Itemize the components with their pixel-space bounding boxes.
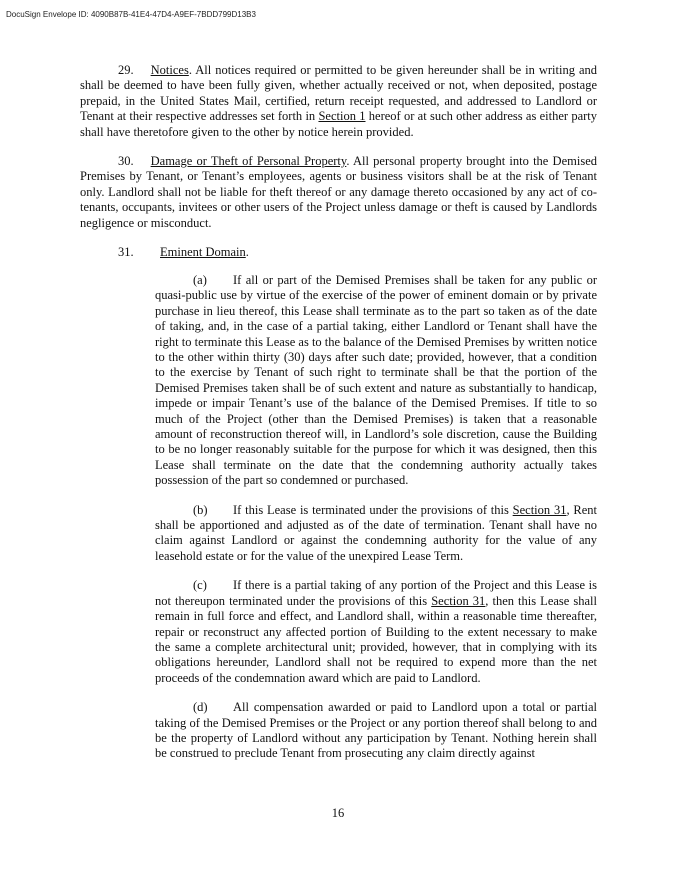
- subsection-b-link: Section 31: [512, 502, 567, 517]
- section-31-heading: [118, 245, 597, 260]
- subsection-a-label: (a): [193, 272, 207, 287]
- subsection-b-text-b: , Rent shall be apportioned and adjusted as of the date of termination. Tenant shall have no claim against Landlord or against the condemning authority for the value of any leasehold estate or for the value of the unexpired Lease Term.: [155, 502, 598, 563]
- subsection-c-label: (c): [193, 578, 207, 593]
- section-29-link: Section 1: [318, 109, 366, 124]
- section-31-title: Eminent Domain: [160, 245, 246, 260]
- subsection-d: [155, 700, 597, 762]
- section-30-title: Damage or Theft of Personal Property: [150, 154, 347, 169]
- subsection-c: [155, 578, 597, 686]
- subsection-b-label: (b): [193, 502, 208, 517]
- section-30-number: 30.: [118, 154, 134, 169]
- subsection-c-link: Section 31: [431, 593, 486, 608]
- section-29: [80, 63, 597, 140]
- section-29-title: Notices: [150, 63, 189, 77]
- section-30-text: . All personal property brought into the Demised Premises by Tenant, or Tenant’s employees, agents or business visitors shall be at the risk of Tenant only. Landlord shall not be liable for theft thereof or any damage thereto occasioned by any act of co-tenants, occupants, invitees or other users of the Project unless damage or theft is caused by Landlords negligence or misconduct.: [80, 154, 597, 230]
- subsection-c-text-b: , then this Lease shall remain in full force and effect, and Landlord shall, within a reasonable time thereafter, repair or reconstruct any affected portion of Building to the extent necessary to make the same a complete architectural unit; provided, however, that in complying with its obligations hereunder, Landlord shall not be required to expend more than the net proceeds of the condemnation award which are paid to Landlord.: [155, 593, 597, 685]
- section-29-text-a: . All notices required or permitted to be given hereunder shall be in writing and shall be deemed to have been fully given, whether actually received or not, when deposited, postage prepaid, in the United States Mail, certified, return receipt requested, and addressed to Landlord or Tenant at their respective addresses set forth in: [80, 63, 597, 124]
- section-30: [80, 154, 597, 231]
- subsection-d-text: All compensation awarded or paid to Landlord upon a total or partial taking of the Demised Premises or the Project or any portion thereof shall belong to and be the property of Landlord without any participation by Tenant. Nothing herein shall be construed to preclude Tenant from prosecuting any claim directly against: [155, 700, 597, 761]
- section-29-number: 29.: [118, 63, 134, 77]
- subsection-c-text-a: If there is a partial taking of any portion of the Project and this Lease is not thereupon terminated under the provisions of this: [155, 578, 597, 608]
- section-29-text-b: hereof or at such other address as either party shall have theretofore given to the other by notice herein provided.: [80, 109, 597, 139]
- subsection-d-label: (d): [193, 700, 208, 715]
- docusign-envelope-id: DocuSign Envelope ID: 4090B87B-41E4-47D4-A9EF-7BDD799D13B3: [6, 10, 256, 19]
- page-number: 16: [331, 806, 345, 820]
- subsection-b-text-a: If this Lease is terminated under the provisions of this: [233, 502, 513, 517]
- section-31-title-suffix: .: [245, 245, 249, 260]
- subsection-a-text: If all or part of the Demised Premises shall be taken for any public or quasi-public use by virtue of the exercise of the power of eminent domain or by private purchase in lieu thereof, this Lease shall terminate as to the part so taken as of the date of taking, and, in the case of a partial taking, either Landlord or Tenant shall have the right to terminate this Lease as to the balance of the Demised Premises by written notice to the other within thirty (30) days after such date; provided, however, that a condition to the exercise by Tenant of such right to terminate shall be that the portion of the Demised Premises taken shall be of such extent and nature as substantially to handicap, impede or impair Tenant’s use of the balance of the Demised Premises. If title to so much of the Project (other than the Demised Premises) is taken that a reasonable amount of reconstruction thereof will, in Landlord’s sole discretion, cause the Building to be no longer reasonably suitable for the purpose for which it was designed, then this Lease shall terminate on the date that the condemning authority actually takes possession of the part so condemned or purchased.: [155, 272, 597, 488]
- subsection-b: [155, 503, 597, 565]
- section-31-number: 31.: [118, 245, 134, 260]
- document-page: [80, 63, 597, 776]
- subsection-a: [155, 273, 597, 489]
